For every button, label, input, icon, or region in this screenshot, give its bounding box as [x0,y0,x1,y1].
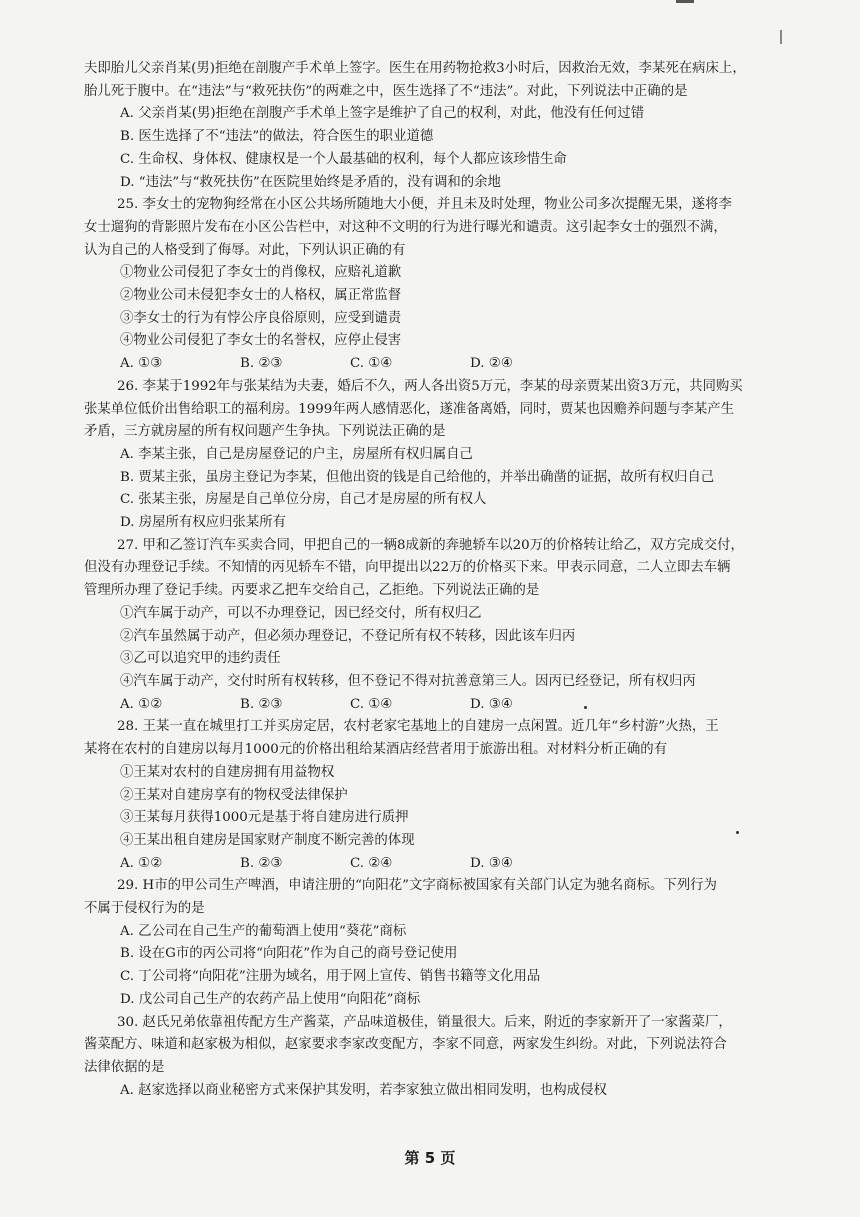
text-line: 30. 赵氏兄弟依靠祖传配方生产酱菜，产品味道极佳，销量很大。后来，附近的李家新开了一家酱菜厂， [117,1014,732,1030]
text-line: ②汽车虽然属于动产，但必须办理登记，不登记所有权不转移，因此该车归丙 [120,628,576,644]
text-line: 夫即胎儿父亲肖某(男)拒绝在剖腹产手术单上签字。医生在用药物抢救3小时后，因救治无效，李某死在病床上， [84,61,746,76]
text-line: 28. 王某一直在城里打工并买房定居，农村老家宅基地上的自建房一点闲置。近几年“乡村游”火热，王 [117,719,719,735]
scan-mark [676,0,694,3]
text-line: ④王某出租自建房是国家财产制度不断完善的体现 [120,832,415,848]
answer-options-row [84,694,754,717]
text-line: A. 赵家选择以商业秘密方式来保护其发明，若李家独立做出相同发明，也构成侵权 [120,1082,607,1098]
text-line: ③李女士的行为有悖公序良俗原则，应受到谴责 [120,310,402,326]
text-line: 25. 李女士的宠物狗经常在小区公共场所随地大小便，并且未及时处理，物业公司多次提醒无果，遂将李 [117,197,732,213]
text-line: 女士遛狗的背影照片发布在小区公告栏中，对这种不文明的行为进行曝光和谴责。这引起李女士的强烈不满， [84,219,727,235]
answer-option: A. ①② [120,696,163,712]
question-text-block [84,58,754,1102]
text-line: ②王某对自建房享有的物权受法律保护 [120,787,348,803]
answer-option: C. ①④ [350,696,393,712]
text-line: D. 戊公司自己生产的农药产品上使用“向阳花”商标 [120,991,421,1007]
answer-option: B. ②③ [240,855,283,871]
text-line: 认为自己的人格受到了侮辱。对此，下列认识正确的有 [84,242,406,258]
text-line: 管理所办理了登记手续。丙要求乙把车交给自己，乙拒绝。下列说法正确的是 [84,583,540,599]
answer-option: B. ②③ [240,696,283,712]
text-line: C. 生命权、身体权、健康权是一个人最基础的权利，每个人都应该珍惜生命 [120,151,567,167]
answer-option: D. ②④ [470,356,513,372]
text-line: C. 张某主张，房屋是自己单位分房，自己才是房屋的所有权人 [120,492,487,508]
text-line: 29. H市的甲公司生产啤酒，申请注册的“向阳花”文字商标被国家有关部门认定为驰名商标。下列行为 [117,878,717,894]
text-line: 27. 甲和乙签订汽车买卖合同，甲把自己的一辆8成新的奔驰轿车以20万的价格转让给乙，双方完成交付， [117,537,744,553]
answer-options-row [84,853,754,876]
text-line: B. 贾某主张，虽房主登记为李某，但他出资的钱是自己给他的，并举出确凿的证据，故所有权归自己 [120,469,715,485]
text-line: 矛盾，三方就房屋的所有权问题产生争执。下列说法正确的是 [84,424,446,440]
text-line: A. 乙公司在自己生产的葡萄酒上使用“葵花”商标 [120,923,407,939]
text-line: 法律依据的是 [84,1059,165,1075]
text-line: B. 设在G市的丙公司将“向阳花”作为自己的商号登记使用 [120,946,458,962]
text-line: 张某单位低价出售给职工的福利房。1999年两人感情恶化，遂准备离婚，同时，贾某也因赡养问题与李某产生 [84,401,735,417]
answer-options-row [84,353,754,376]
answer-option: D. ③④ [470,696,513,712]
answer-option: A. ①③ [120,356,163,372]
answer-option: D. ③④ [470,855,513,871]
text-line: ④汽车属于动产，交付时所有权转移，但不登记不得对抗善意第三人。因丙已经登记，所有权归丙 [120,673,696,689]
text-line: ③乙可以追究甲的违约责任 [120,651,281,667]
answer-option: C. ①④ [350,356,393,372]
text-line: D. 房屋所有权应归张某所有 [120,515,287,531]
text-line: ①王某对农村的自建房拥有用益物权 [120,764,335,780]
text-line: B. 医生选择了不“违法”的做法，符合医生的职业道德 [120,129,434,145]
text-line: ①物业公司侵犯了李女士的肖像权，应赔礼道歉 [120,265,402,281]
text-line: 酱菜配方、味道和赵家极为相似，赵家要求李家改变配方，李家不同意，两家发生纠纷。对此，下列说法符合 [84,1037,727,1053]
text-line: ④物业公司侵犯了李女士的名誉权，应停止侵害 [120,333,402,349]
text-line: ③王某每月获得1000元是基于将自建房进行质押 [120,810,409,826]
text-line: D. “违法”与“救死扶伤”在医院里始终是矛盾的，没有调和的余地 [120,174,501,190]
text-line: 不属于侵权行为的是 [84,901,205,917]
text-line: A. 李某主张，自己是房屋登记的户主，房屋所有权归属自己 [120,446,473,462]
answer-option: C. ②④ [350,855,393,871]
text-line: C. 丁公司将“向阳花”注册为域名，用于网上宣传、销售书籍等文化用品 [120,969,541,985]
text-line: 但没有办理登记手续。不知情的丙见轿车不错，向甲提出以22万的价格买下来。甲表示同意，二人立即去车辆 [84,560,731,576]
text-line: 26. 李某于1992年与张某结为夫妻，婚后不久，两人各出资5万元，李某的母亲贾某出资3万元，共同购买 [117,378,743,394]
text-line: 某将在农村的自建房以每月1000元的价格出租给某酒店经营者用于旅游出租。对材料分析正确的有 [84,742,668,758]
text-line: A. 父亲肖某(男)拒绝在剖腹产手术单上签字是维护了自己的权利，对此，他没有任何过错 [120,106,645,122]
scan-mark [780,30,782,44]
text-line: 胎儿死于腹中。在“违法”与“救死扶伤”的两难之中，医生选择了不“违法”。对此，下列说法中正确的是 [84,83,688,99]
answer-option: A. ①② [120,855,163,871]
answer-option: B. ②③ [240,356,283,372]
page-number: 第 5 页 [404,1149,456,1167]
text-line: ①汽车属于动产，可以不办理登记，因已经交付，所有权归乙 [120,605,482,621]
text-line: ②物业公司未侵犯李女士的人格权，属正常监督 [120,288,402,304]
